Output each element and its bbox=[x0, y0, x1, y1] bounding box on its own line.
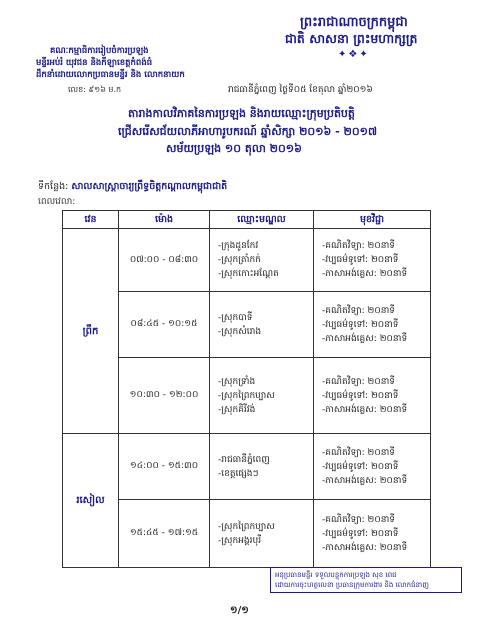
slot-subjects bbox=[314, 358, 431, 434]
header-subject: មុខវិជ្ជា bbox=[314, 211, 431, 229]
subject-item: -គណិតវិទ្យា: ២០នាទី bbox=[322, 376, 395, 387]
center-item: -ស្រុកគិរីវង់ bbox=[218, 404, 256, 415]
stamp-line-1: អនុប្រធានមន្ទីរ ទទួលបន្ទុកការប្រឡង សុខ ពេជ bbox=[275, 571, 397, 579]
center-item: -ស្រុកត្រាំកក់ bbox=[218, 255, 261, 265]
slot-subjects bbox=[314, 500, 431, 568]
subject-item: -ភាសាអង់គ្លេស: ២០នាទី bbox=[322, 404, 408, 415]
venue-label: ទីកន្លែង: bbox=[38, 181, 69, 192]
stamp-line-2: ដោយការចុះហត្ថលេខា ប្រធានក្រុមការងារ និង លោកជំនាញ bbox=[275, 581, 429, 589]
slot-centers bbox=[210, 434, 314, 500]
slot-centers bbox=[210, 358, 314, 434]
org-name-line-1: គណៈកម្មាធិការរៀបចំការប្រឡង bbox=[50, 46, 149, 56]
table-row bbox=[63, 500, 431, 568]
ornament-divider: ✦❖✦ bbox=[338, 49, 370, 60]
venue-value: សាលសាស្ត្រាចារ្យព្រឹទ្ធចិត្តកណ្ដាលកម្ពុជាជាតិ bbox=[71, 181, 228, 192]
page-number: ១/១ bbox=[230, 605, 249, 616]
subject-item: -គណិតវិទ្យា: ២០នាទី bbox=[322, 447, 395, 458]
kingdom-motto: ជាតិ សាសនា ព្រះមហាក្សត្រ bbox=[285, 31, 418, 46]
org-name-line-2: មន្ទីរអប់រំ យុវជន និងកីឡាខេត្តកំពង់ធំ bbox=[36, 58, 153, 68]
header-time: ម៉ោង bbox=[119, 211, 210, 229]
doc-title-line-2: ជ្រើសរើសជ័យលាភីអាហារូបករណ៍ ឆ្នាំសិក្សា ២០១៦ - ២០១៧ bbox=[118, 125, 378, 138]
center-item: -ស្រុកសំរោង bbox=[218, 326, 262, 337]
subject-item: -គណិតវិទ្យា: ២០នាទី bbox=[322, 514, 395, 525]
center-item: -ស្រុកបាទី bbox=[218, 312, 253, 323]
center-item: -ខេត្តផ្សេងៗ bbox=[218, 468, 259, 479]
slot-time: ០៧:០០ - ០៨:៣០ bbox=[119, 229, 210, 292]
slot-time: ០៨:៤៥ - ១០:១៥ bbox=[119, 292, 210, 358]
center-item: -រាជធានីភ្នំពេញ bbox=[218, 454, 270, 465]
slot-subjects bbox=[314, 434, 431, 500]
subject-item: -គណិតវិទ្យា: ២០នាទី bbox=[322, 305, 395, 316]
slot-time: ១៥:៤៥ - ១៧:១៥ bbox=[119, 500, 210, 568]
slot-centers bbox=[210, 229, 314, 292]
issue-date: រាជធានីភ្នំពេញ ថ្ងៃទី០៥ ខែតុលា ឆ្នាំ២០១៦ bbox=[228, 85, 373, 95]
center-item: -ក្រុងដូនកែវ bbox=[218, 241, 259, 251]
reference-number: លេខ: ៩១៦ ម.ក bbox=[68, 85, 122, 94]
center-item: -ស្រុកកោះអណ្ដែត bbox=[218, 269, 279, 279]
subject-item: -វប្បធម៌ទូទៅ: ២០នាទី bbox=[322, 255, 399, 265]
header-center: ឈ្មោះមណ្ឌល bbox=[210, 211, 314, 229]
shift-morning: ព្រឹក bbox=[63, 229, 119, 434]
table-row bbox=[63, 358, 431, 434]
subject-item: -គណិតវិទ្យា: ២០នាទី bbox=[322, 241, 395, 251]
subject-item: -ភាសាអង់គ្លេស: ២០នាទី bbox=[322, 333, 408, 344]
center-item: -ស្រុកព្រៃកប្បាស bbox=[218, 390, 275, 401]
subject-item: -វប្បធម៌ទូទៅ: ២០នាទី bbox=[322, 528, 399, 539]
signature-stamp bbox=[270, 567, 462, 593]
subject-item: -ភាសាអង់គ្លេស: ២០នាទី bbox=[322, 269, 408, 279]
slot-subjects bbox=[314, 292, 431, 358]
shift-afternoon: រសៀល bbox=[63, 434, 119, 568]
org-name-line-3: ដឹកនាំដោយលោកប្រធានមន្ទីរ និង លោកនាយក bbox=[36, 70, 185, 80]
slot-time: ១០:៣០ - ១២:០០ bbox=[119, 358, 210, 434]
table-row bbox=[63, 434, 431, 500]
venue-line bbox=[38, 180, 227, 194]
center-item: -ស្រុកទ្រាំង bbox=[218, 376, 256, 387]
schedule-table bbox=[62, 210, 431, 568]
table-row bbox=[63, 292, 431, 358]
center-item: -ស្រុកអង្គរបុរី bbox=[218, 535, 262, 546]
subject-item: -វប្បធម៌ទូទៅ: ២០នាទី bbox=[322, 390, 399, 401]
doc-title-line-1: តារាងកាលវិភាគនៃការប្រឡង និងរាយឈ្មោះក្រុមប្រតិបត្តិ bbox=[128, 107, 355, 120]
center-item: -ស្រុកព្រៃកប្បាស bbox=[218, 521, 275, 532]
table-header-row bbox=[63, 211, 431, 229]
subject-item: -ភាសាអង់គ្លេស: ២០នាទី bbox=[322, 542, 408, 553]
subject-item: -វប្បធម៌ទូទៅ: ២០នាទី bbox=[322, 319, 399, 330]
time-label: ពេលវេលា: bbox=[38, 197, 76, 207]
header-shift: វេន bbox=[63, 211, 119, 229]
subject-item: -វប្បធម៌ទូទៅ: ២០នាទី bbox=[322, 461, 399, 472]
slot-centers bbox=[210, 500, 314, 568]
table-row bbox=[63, 229, 431, 292]
subject-item: -ភាសាអង់គ្លេស: ២០នាទី bbox=[322, 475, 408, 486]
doc-title-line-3: សម័យប្រឡង ១០ តុលា ២០១៦ bbox=[166, 142, 302, 155]
slot-centers bbox=[210, 292, 314, 358]
slot-time: ១៤:០០ - ១៥:៣០ bbox=[119, 434, 210, 500]
slot-subjects bbox=[314, 229, 431, 292]
kingdom-title: ព្រះរាជាណាចក្រកម្ពុជា bbox=[300, 15, 408, 30]
